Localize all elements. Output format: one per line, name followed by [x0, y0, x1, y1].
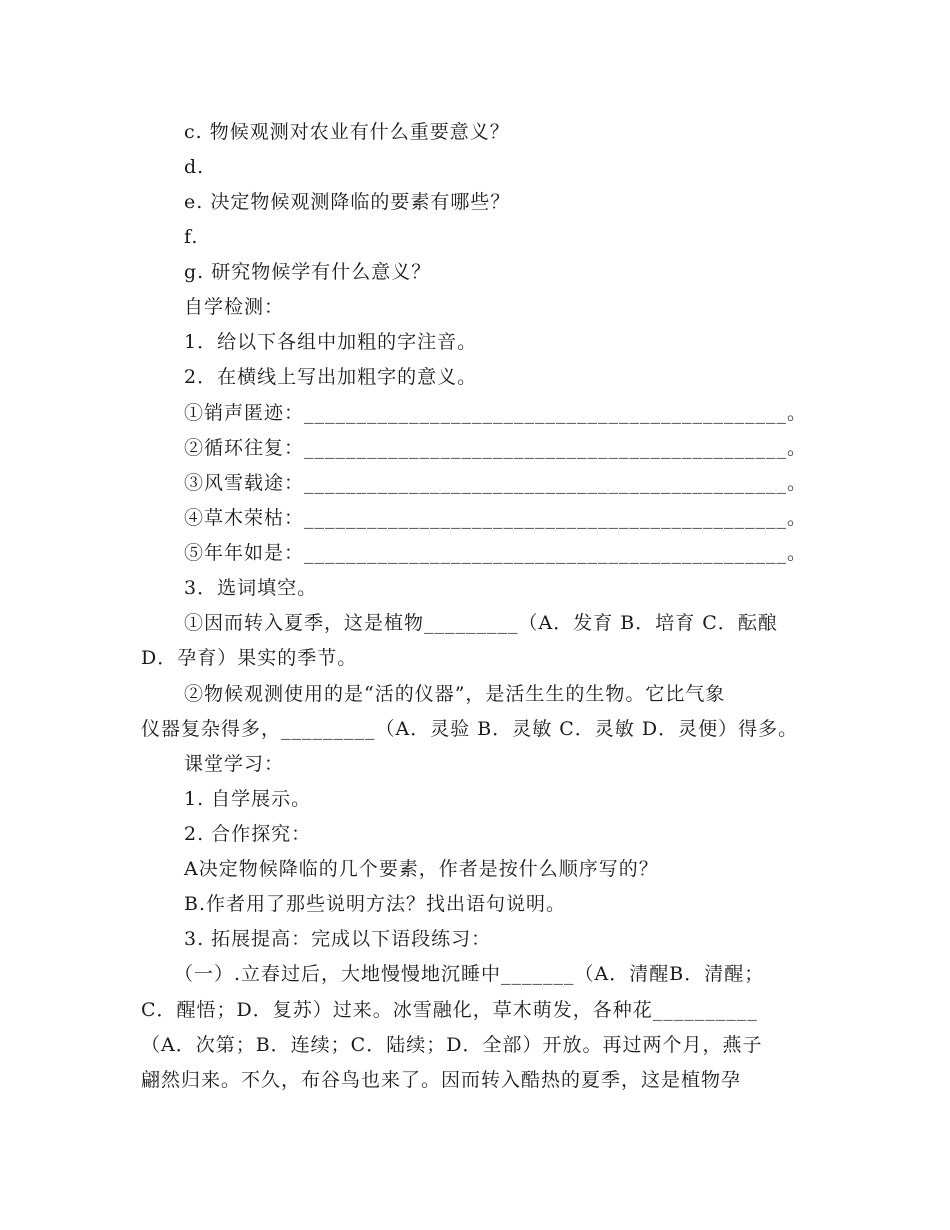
word-choice-2-line-1: ②物候观测使用的是“活的仪器”，是活生生的生物。它比气象 [184, 683, 726, 705]
fill-blank-line: ②循环往复：______________________________________________。 [184, 437, 808, 459]
fill-blank-line: ④草木荣枯：______________________________________________。 [184, 507, 808, 529]
passage-line-1: （一）.立春过后，大地慢慢地沉睡中_______（A．清醒B．清醒； [174, 963, 765, 985]
question-d: d. [184, 156, 205, 178]
question-e: e. 决定物候观测降临的要素有哪些？ [184, 191, 511, 213]
self-check-item-2: 2．在横线上写出加粗字的意义。 [184, 366, 478, 388]
class-study-item-2: 2. 合作探究： [184, 823, 312, 845]
question-f: f. [184, 226, 199, 248]
class-study-item-3: 3. 拓展提高：完成以下语段练习： [184, 928, 492, 950]
class-study-heading: 课堂学习： [184, 753, 285, 775]
class-study-item-a: A决定物候降临的几个要素，作者是按什么顺序写的？ [184, 858, 659, 880]
self-check-item-1: 1．给以下各组中加粗的字注音。 [184, 331, 478, 353]
word-choice-2-line-2: 仪器复杂得多，_________（A．灵验 B．灵敏 C．灵敏 D．灵便）得多。 [141, 718, 799, 740]
passage-line-3: （A．次第；B．连续；C．陆续；D．全部）开放。再过两个月，燕子 [141, 1034, 763, 1056]
word-choice-1-line-2: D．孕育）果实的季节。 [141, 647, 358, 669]
question-c: c. 物候观测对农业有什么重要意义？ [184, 121, 510, 143]
passage-line-4: 翩然归来。不久，布谷鸟也来了。因而转入酷热的夏季，这是植物孕 [141, 1069, 742, 1091]
self-check-item-3: 3．选词填空。 [184, 577, 318, 599]
passage-line-2: C．醒悟；D．复苏）过来。冰雪融化，草木萌发，各种花__________ [141, 999, 758, 1021]
word-choice-1-line-1: ①因而转入夏季，这是植物_________（A．发育 B．培育 C．酝酿 [184, 612, 778, 634]
fill-blank-line: ⑤年年如是：______________________________________________。 [184, 542, 808, 564]
fill-blank-line: ③风雪载途：______________________________________________。 [184, 472, 808, 494]
fill-blank-line: ①销声匿迹：______________________________________________。 [184, 402, 808, 424]
class-study-item-1: 1. 自学展示。 [184, 788, 312, 810]
class-study-item-b: B.作者用了那些说明方法？找出语句说明。 [184, 893, 567, 915]
question-g: g. 研究物候学有什么意义？ [184, 261, 432, 283]
self-check-heading: 自学检测： [184, 296, 285, 318]
